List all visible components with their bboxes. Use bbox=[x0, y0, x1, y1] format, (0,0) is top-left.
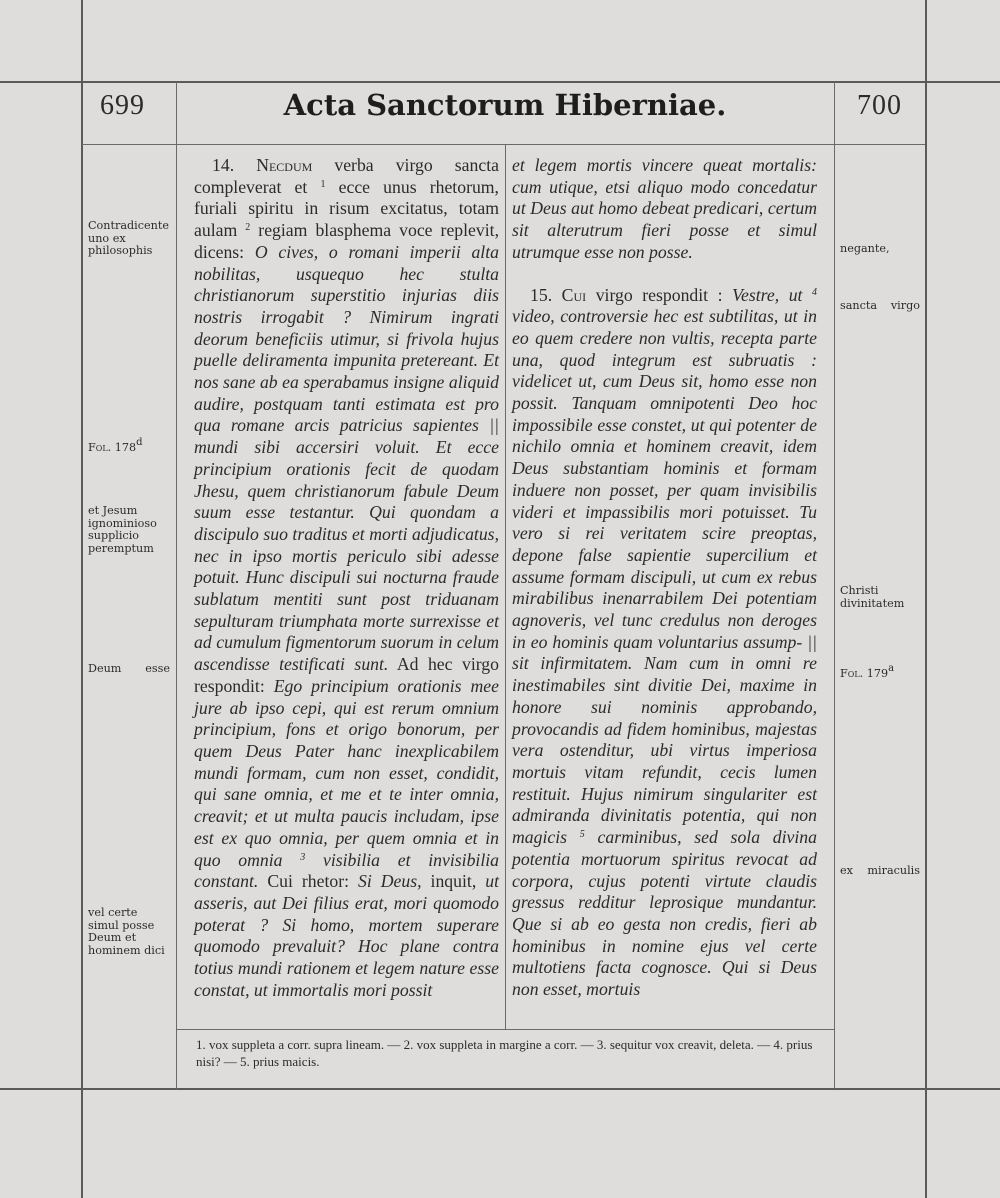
header-bottom-rule bbox=[82, 144, 925, 145]
right-margin-note: sancta virgo bbox=[840, 299, 920, 312]
paragraph-14: 14. Necdum verba virgo sancta compleverat et $^1$ ecce unus rhetorum, furiali spiritu in risum excitatus, totam aulam $^2$ regiam blasphema voce replevit, dicens: O cives, o romani imperii alta nobilitas, usquequo hec stulta christianorum superstitio injurias diis nostris irrogabit ? Nimirum ingrati deorum beneficiis utimur, si frivola hujus puelle deliramenta impunita pretereant. Et nos sane ab ea sperabamus insigne aliquid audire, postquam tanti estimata est pro qua romane arcis patricius sapientes || mundi sibi accersiri voluit. Et ecce principium orationis fecit de quodam Jhesu, quem christianorum fabule Deum suum esse testantur. Qui quondam a discipulo suo traditus et morti adjudicatus, nec in ipso mortis periculo sibi adesse potuit. Hunc discipuli sui nocturna fraude sublatum mentiti sunt post triduanam sepulturam triumphata morte surrexisse et ad cumulum figmentorum suorum in celum ascendisse testificati sunt. Ad hec virgo respondit: Ego principium orationis mee jure ab ipso cepi, qui est rerum omnium principium, fons et origo bonorum, per quem Deus Pater hanc inexplicabilem mundi formam, cum non esset, condidit, qui sane omnia, et me et te inter omnia, creavit; et ut multa paucis includam, ipse est ex quo omnia, per quem omnia et in quo omnia $^3$ visibilia et invisibilia constant. Cui rhetor: Si Deus, inquit, ut asseris, aut Dei filius erat, mori quomodo poterat ? Si homo, mortem superare quomodo prevaluit? Hoc plane contra totius mundi rationem et legem nature esse constat, ut immortalis mori possit bbox=[194, 155, 500, 1000]
right-margin-note: negante, bbox=[840, 242, 890, 255]
left-margin-note: Deum esse bbox=[88, 662, 170, 675]
paragraph-15: 15. Cui virgo respondit : Vestre, ut $^4$ video, controversie hec est subtilitas, ut in eo quem credere non vultis, recepta parte una, quod integrum est subruatis : videlicet ut, cum Deus sit, homo esse non possit. Tanquam omnipotenti Deo hoc impossibile esse constet, ut qui potenter de nichilo omnia et hominem creavit, idem Deus substantiam hominis et formam induere non posset, per quam invisibilis videri et impassibilis mori potuisset. Tu vero si rei veritatem scire preoptas, depone false sapientie supercilium et assume formam discipuli, ut cum ex rebus mirabilibus inenarrabilem Dei potentiam agnoveris, vel tunc credulus non deroges in eo hominis quam voluntarius assump- || sit infirmitatem. Nam cum in omni re inestimabiles sint divitie Dei, maxime in honore sui nominis approbando, provocandis ad fidem hominibus, majestas vera ostenditur, ubi virtus imperiosa mortuis vitam refundit, cecis lumen restituit. Hujus nimirum singulariter est admiranda divinitatis potentia, qui non magicis $^5$ carminibus, sed sola divina potentia mortuorum spiritus revocat ad corpora, cujus potenti virtute claudis gressus redditur leprosique mundantur. Que si ab eo gesta non credis, fieri ab hominibus in nomine ejus vel certe multotiens facta cognosce. Qui si Deus non esset, mortuis bbox=[512, 284, 818, 1000]
center-column-rule bbox=[505, 145, 506, 1030]
right-page-number: 700 bbox=[857, 90, 902, 121]
right-outer-rule bbox=[925, 0, 927, 1198]
footnote-rule bbox=[176, 1029, 834, 1030]
left-outer-rule bbox=[81, 0, 83, 1198]
right-margin-note: Fol. 179$^a$ bbox=[840, 663, 895, 680]
left-margin-note: Fol. 178$^d$ bbox=[88, 437, 143, 454]
page-title: Acta Sanctorum Hiberniae. bbox=[283, 88, 727, 122]
left-column-rule bbox=[176, 82, 177, 1089]
right-column-rule bbox=[834, 82, 835, 1089]
left-margin-note: et Jesum ignominioso supplicio peremptum bbox=[88, 504, 157, 555]
header-top-rule bbox=[0, 81, 1000, 83]
right-margin-note: Christi divinitatem bbox=[840, 584, 905, 610]
left-margin-note: Contradicente uno ex philosophis bbox=[88, 219, 169, 257]
footnotes: 1. vox suppleta a corr. supra lineam. — 2. vox suppleta in margine a corr. — 3. sequitur vox creavit, deleta. — 4. prius nisi? — 5. prius maicis. bbox=[196, 1037, 813, 1069]
right-margin-note: ex miraculis bbox=[840, 864, 920, 877]
left-margin-note: vel certe simul posse Deum et hominem dici bbox=[88, 906, 165, 957]
right-text-column bbox=[512, 155, 817, 1001]
page-bottom-rule bbox=[0, 1088, 1000, 1090]
left-page-number: 699 bbox=[100, 90, 145, 121]
left-text-column bbox=[194, 155, 499, 1001]
paragraph-14-continued: et legem mortis vincere queat mortalis: cum utique, etsi aliquo modo concedatur ut Deus aut homo debeat predicari, certum sit alterutrum fieri posse et simul utrumque esse non posse. bbox=[512, 155, 817, 262]
